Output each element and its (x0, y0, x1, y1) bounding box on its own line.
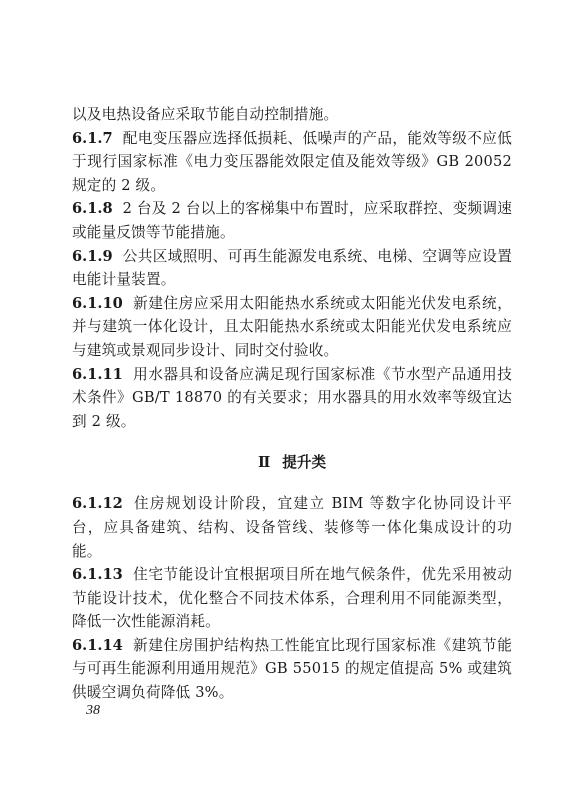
section-numeral: Ⅱ (257, 454, 271, 472)
clause-number: 6.1.13 (72, 566, 123, 584)
clause-text: 新建住房应采用太阳能热水系统或太阳能光伏发电系统，并与建筑一体化设计，且太阳能热水系统或太阳能光伏发电系统应与建筑或景观同步设计、同时交付验收。 (72, 294, 512, 359)
paragraph-continuation (72, 103, 512, 127)
clause-text: 住宅节能设计宜根据项目所在地气候条件，优先采用被动节能设计技术，优化整合不同技术体系，合理利用不同能源类型，降低一次性能源消耗。 (72, 566, 512, 631)
clause-text: 2 台及 2 台以上的客梯集中布置时，应采取群控、变频调速或能量反馈等节能措施。 (72, 200, 512, 241)
clause-number: 6.1.8 (72, 200, 113, 218)
clause-text: 配电变压器应选择低损耗、低噪声的产品，能效等级不应低于现行国家标准《电力变压器能效限定值及能效等级》GB 20052 规定的 2 级。 (72, 129, 512, 194)
clause-6-1-13 (72, 563, 512, 634)
section-heading (72, 451, 512, 474)
clause-number: 6.1.11 (72, 365, 123, 383)
clause-6-1-11 (72, 363, 512, 434)
page-body (72, 103, 512, 705)
section-title: 提升类 (282, 454, 327, 472)
clause-text: 新建住房围护结构热工性能宜比现行国家标准《建筑节能与可再生能源利用通用规范》GB 55015 的规定值提高 5% 或建筑供暖空调负荷降低 3%。 (72, 636, 512, 702)
clause-6-1-14 (72, 634, 512, 705)
clause-number: 6.1.14 (72, 636, 123, 654)
clause-number: 6.1.9 (72, 247, 113, 265)
clause-text: 住房规划设计阶段，宜建立 BIM 等数字化协同设计平台，应具备建筑、结构、设备管线、装修等一体化集成设计的功能。 (72, 495, 512, 560)
clause-number: 6.1.10 (72, 294, 123, 312)
clause-number: 6.1.12 (72, 495, 123, 513)
clause-6-1-12 (72, 492, 512, 563)
page-number: 38 (86, 703, 100, 718)
clause-6-1-8 (72, 197, 512, 244)
clause-6-1-7 (72, 127, 512, 198)
paragraph-text: 以及电热设备应采取节能自动控制措施。 (72, 106, 339, 123)
clause-text: 用水器具和设备应满足现行国家标准《节水型产品通用技术条件》GB/T 18870 的有关要求；用水器具的用水效率等级宜达到 2 级。 (72, 365, 512, 430)
clause-6-1-9 (72, 245, 512, 292)
clause-text: 公共区域照明、可再生能源发电系统、电梯、空调等应设置电能计量装置。 (72, 247, 512, 289)
clause-number: 6.1.7 (72, 129, 113, 147)
clause-6-1-10 (72, 292, 512, 363)
